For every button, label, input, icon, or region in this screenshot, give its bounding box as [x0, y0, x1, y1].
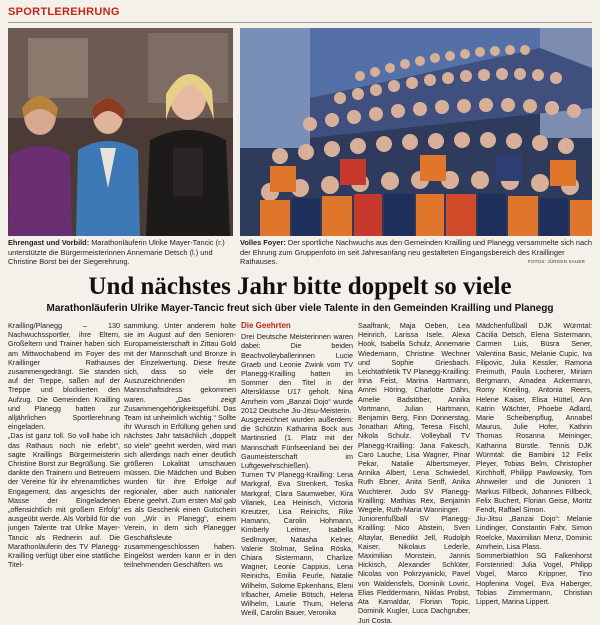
article-column-3	[241, 321, 353, 618]
top-rule	[8, 22, 592, 23]
caption-left-lead: Ehrengast und Vorbild:	[8, 238, 90, 247]
paragraph: sammlung. Unter anderem holte sie im August auf den Senioren-Europameisterschaft in Zittau Gold mit der Mannschaft und Bronze in der Einzelwertung. Diese freute sich, dass so viele der Auszuzeichnenden im Mannschaftsdress gekommen waren. „Das zeigt Zusammengehörigkeitsgefühl. Das Team ist unheimlich wichtig.“ Sollte ihr Wunsch in Erfüllung gehen und nächstes Jahr tatsächlich „doppelt so viele“ geehrt werden, wird man sich allerdings nach einer deutlich größeren Lokalität umschauen müssen. Die Mädchen und Buben wurden für ihre Erfolge auf regionaler, aber auch nationaler Ebene geehrt. Zum ersten Mal gab es als Geschenk einen Gutschein von „Wir in Planegg“, einem Verein, in dem sich Planegger Geschäftsleute zusammengeschlossen haben. Eingelöst werden kann er in den teilnehmenden Geschäften. ws	[124, 321, 236, 570]
paragraph: Juniorenfußball SV Planegg-Krailling: Nico Abstein, Sven Altaylar, Benedikt Jell, Rudolph Kaiser, Nikolaus Lederle, Maximilian Monstein, Jannis Hickisch, Alexander Schlüter, Nicolas von Pokrzywnicki, Pavel von Waldensfels, Dominik Lovric, Elias Fleddermann, Niklas Probst, Ata Kamaldar, Florian Topic, Dominik Kugler, Luca Dachgruber, Juri Costa.	[358, 514, 470, 625]
headline: Und nächstes Jahr bitte doppelt so viele	[88, 273, 512, 300]
paragraph: Saalfrank, Maja Oeben, Lea Heinrich, Larissa Isele, Alexa Hook, Isabella Schulz, Annemarie Wiedemann, Christine Wechner und Sophie Griesbach. Leichtathletik TV Planegg-Krailling: Irina Feist, Marina Hartmann, Amrei Höring, Charlotte Dähn, Amelie Badstöber, Annika Vortmann, Julian Hartmann, Benjamin Berg, Finn Donnerstag, Jonathan Afting, Teresa Fischl, Nikola Schulz. Volleyball TV Planegg-Krailling: Jana Fakesch, Caro Lauche, Lisa Wagner, Pinar Pekar, Natalie Albertsmeyer, Annika Albert, Lena Schwiedel, Ruth Ebner, Anita Senff, Anika Wuchterer. Judo SV Planegg-Krailling: Mathias Rex, Benjamin Wegele, Ruth-Maria Wanninger.	[358, 321, 470, 515]
paragraph: Mädchenfußball DJK Würmtal: Cäcilia Detsch, Elena Sistermann, Carmen Luis, Büsra Sener, Valentina Basic, Melanie Cupic, Iva Filipovic, Julia Kessler, Ramona Freimuth, Paula Locherer, Miriam Bergmann, Amadea Ackermann, Romy Kneiling, Antonia Reers, Helene Kaiser, Elisa Hüttel, Ann Katrin Wächter, Phoebe Adlard, Marie Scheibenpflug, Annabel Maurus, Julie Hofer, Kathrin Thomas Rosanna Meininger, Katharina Bürstle. Tennis DJK Würmtal: die Bambini 12 Felix Pleyer, Tobias Belm, Christopher Kirchhoff, Philipp Pawlowsky, Tom Ahnweiler und die Junioren 1 Markus Fillbeck, Johannes Fillbeck, Felix Buchert, Florian Geise, Moritz Fendt, Raffael Simon.	[476, 321, 592, 515]
paragraph: „Das ist ganz toll. So voll habe ich das Rathaus noch nie erlebt“, sagte Kraillings Bürgermeisterin Christine Borst zur Begrüßung. Sie dankte den Trainern und Betreuern der Vereine für ihr ehrenamtliches Engagement, das angesichts der Masse der Eingeladenen „offensichtlich mit großem Erfolg“ ausgeübt werde. Als Vorbild für die jungen Talente trat Ulrike Mayer-Tancic als Rednerin auf. Die Marathonläuferin des TV Planegg-Krailling verfügt über eine stattliche Titel-	[8, 431, 120, 570]
honorees-heading: Die Geehrten	[241, 321, 291, 330]
paragraph: Krailling/Planegg – 130 Nachwuchssportler, ihre Eltern, Großeltern und Trainer haben sich am Mittwochabend im Foyer des Kraillinger Rathauses zusammengedrängt. Sie standen auf der Treppe, saßen auf der Treppe und blockierten den Aufzug. Die Gemeinden Krailling und Planegg hatten zur alljährlichen Sportlerehrung eingeladen.	[8, 321, 120, 432]
paragraph: Drei Deutsche Meisterinnen waren dabei: Die beiden Beachvolleyballerinnen Lucie Graeb und Leonie Zwink vom TV Planegg-Krailling hatten im Sommer den Titel in der Altersklasse U17 geholt. Nina Amrhein vom „Banzai Dojo“ wurde 2012 Deutsche Jiu-Jitsu-Meisterin.	[241, 332, 353, 415]
paragraph: Ausgezeichnet wurden außerdem: die Schützin Katharina Bock aus Martinsried (1. Platz mit der Mannschaft Fünfseenland bei der Gaumeisterschaft im Luftgewehrschießen).	[241, 415, 353, 471]
paragraph: Jiu-Jitsu „Banzai Dojo“: Melanie Lindinger, Constantin Fahr, Simon Roelcke, Maximilian Menz, Dominic Amrhein, Lisa Plass.	[476, 514, 592, 551]
group-photo	[240, 28, 592, 236]
paragraph: Sommerbiathlon SG Falkenhorst Forstenried: Julia Vogel, Philipp Vogel, Marco Krippner, Tino Hopfenina Vogel, Eva Haberger, Tobias Zimmermann, Christian Lippert, Marina Lippert.	[476, 551, 592, 607]
section-label: SPORTLEREHRUNG	[8, 6, 120, 18]
group-photo-image	[240, 28, 592, 236]
photo-credit: FOTOS: JÜRGEN SAUER	[528, 259, 585, 264]
ceremony-photo-image	[8, 28, 233, 236]
article-column-1	[8, 321, 120, 603]
ceremony-photo	[8, 28, 233, 236]
paragraph: Turnen TV Planegg-Krailling: Lena Markgraf, Eva Strenkert, Toska Markgraf, Clara Saumweber, Kira Vilanek, Lea Heinisch, Victoria Kreutzer, Lisa Reinichs, Rike Hamann, Carolin Hohmann, Kimberly Leitner, Isabella Sedlmayer, Natasha Kelner, Valerie Stolmar, Selina Röska, Chiara Sistermann, Charlize Wagner, Leonie Cappius, Lena Reinichs, Emilia Feurle, Natalie Wilhelm, Solome Epkenhans, Eleni Irlbacher, Amelie Bötsch, Helena Wilhelm, Laurie Thum, Helena Weill, Carolin Bauer, Veronika	[241, 470, 353, 618]
subheadline: Marathonläuferin Ulrike Mayer-Tancic freut sich über viele Talente in den Gemeinden Krailling und Planegg	[46, 303, 554, 314]
article-column-5	[476, 321, 592, 607]
caption-left-text: Marathonläuferin Ulrike Mayer-Tancic (r.) unterstützte die Bürgermeisterinnen Annemarie Detsch (l.) und Christine Borst bei der Siegerehrung.	[8, 238, 225, 267]
caption-right-text: Der sportliche Nachwuchs aus den Gemeinden Krailling und Planegg versammelte sich nach der Ehrung zum Gruppenfoto im seit Jahresanfang neu gestalteten Eingangsbereich des Kraillinger Rathauses.	[240, 238, 592, 267]
caption-right-lead: Volles Foyer:	[240, 238, 286, 247]
article-column-2	[124, 321, 236, 603]
article-column-4	[358, 321, 470, 625]
caption-left	[8, 238, 236, 267]
